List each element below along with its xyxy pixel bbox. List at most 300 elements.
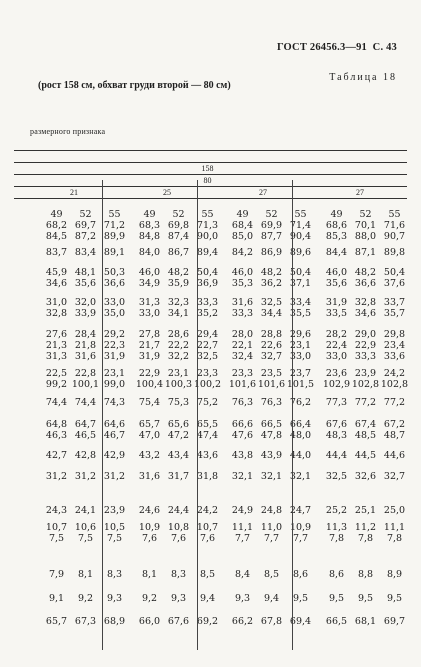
table-cell: 46,0 bbox=[325, 267, 348, 278]
table-cell: 7,8 bbox=[357, 533, 374, 544]
table-cell: 28,6 bbox=[167, 329, 190, 340]
table-cell: 66,5 bbox=[325, 616, 348, 627]
table-row bbox=[20, 450, 406, 462]
table-cell: 23,1 bbox=[289, 340, 312, 351]
table-cell: 99,2 bbox=[45, 379, 68, 390]
table-cell: 32,6 bbox=[354, 471, 377, 482]
table-cell: 23,7 bbox=[289, 368, 312, 379]
table-cell: 35,5 bbox=[289, 308, 312, 319]
table-cell: 76,2 bbox=[289, 397, 312, 408]
table-cell: 102,8 bbox=[351, 379, 380, 390]
table-cell: 75,2 bbox=[196, 397, 219, 408]
table-cell: 55 bbox=[294, 209, 307, 220]
table-cell: 31,6 bbox=[138, 471, 161, 482]
table-row bbox=[20, 569, 403, 581]
table-cell: 23,4 bbox=[383, 340, 406, 351]
table-cell: 44,0 bbox=[289, 450, 312, 461]
table-cell: 23,1 bbox=[103, 368, 126, 379]
table-cell: 69,4 bbox=[289, 616, 312, 627]
table-cell: 48,0 bbox=[289, 430, 312, 441]
table-cell: 35,6 bbox=[74, 278, 97, 289]
table-cell: 65,5 bbox=[196, 419, 219, 430]
table-cell: 69,2 bbox=[196, 616, 219, 627]
rule-3 bbox=[14, 174, 407, 175]
table-cell: 75,4 bbox=[138, 397, 161, 408]
table-cell: 22,3 bbox=[103, 340, 126, 351]
table-cell: 55 bbox=[201, 209, 214, 220]
table-cell: 67,2 bbox=[383, 419, 406, 430]
table-cell: 68,9 bbox=[103, 616, 126, 627]
table-cell: 31,9 bbox=[325, 297, 348, 308]
table-cell: 23,3 bbox=[196, 368, 219, 379]
table-cell: 66,4 bbox=[289, 419, 312, 430]
table-cell: 67,4 bbox=[354, 419, 377, 430]
table-cell: 31,2 bbox=[103, 471, 126, 482]
table-cell: 100,1 bbox=[71, 379, 100, 390]
table-cell: 75,3 bbox=[167, 397, 190, 408]
table-cell: 10,8 bbox=[167, 522, 190, 533]
table-cell: 7,6 bbox=[141, 533, 158, 544]
table-cell: 84,0 bbox=[138, 247, 161, 258]
table-row bbox=[20, 308, 406, 320]
table-cell: 69,8 bbox=[167, 220, 190, 231]
table-cell: 37,1 bbox=[289, 278, 312, 289]
table-cell: 32,5 bbox=[196, 351, 219, 362]
table-cell: 50,4 bbox=[383, 267, 406, 278]
table-cell: 21,8 bbox=[74, 340, 97, 351]
table-cell: 25,1 bbox=[354, 505, 377, 516]
table-cell: 101,6 bbox=[257, 379, 286, 390]
table-cell: 23,6 bbox=[325, 368, 348, 379]
table-cell: 49 bbox=[330, 209, 343, 220]
table-cell: 10,7 bbox=[45, 522, 68, 533]
table-cell: 25,0 bbox=[383, 505, 406, 516]
table-cell: 89,8 bbox=[383, 247, 406, 258]
table-cell: 23,9 bbox=[354, 368, 377, 379]
table-cell: 64,7 bbox=[74, 419, 97, 430]
chest-value: 80 bbox=[203, 176, 212, 185]
table-cell: 71,6 bbox=[383, 220, 406, 231]
table-cell: 24,2 bbox=[196, 505, 219, 516]
table-cell: 7,5 bbox=[48, 533, 65, 544]
table-cell: 44,6 bbox=[383, 450, 406, 461]
table-cell: 11,2 bbox=[354, 522, 377, 533]
table-cell: 87,2 bbox=[74, 231, 97, 242]
table-row bbox=[20, 616, 406, 628]
table-cell: 100,3 bbox=[164, 379, 193, 390]
column-divider bbox=[292, 180, 293, 650]
table-cell: 32,4 bbox=[231, 351, 254, 362]
table-cell: 68,4 bbox=[231, 220, 254, 231]
table-cell: 10,9 bbox=[289, 522, 312, 533]
table-cell: 8,8 bbox=[357, 569, 374, 580]
table-cell: 21,3 bbox=[45, 340, 68, 351]
table-cell: 32,1 bbox=[260, 471, 283, 482]
table-cell: 52 bbox=[79, 209, 92, 220]
table-cell: 33,3 bbox=[354, 351, 377, 362]
table-cell: 9,3 bbox=[234, 593, 251, 604]
table-cell: 33,5 bbox=[325, 308, 348, 319]
table-cell: 34,9 bbox=[138, 278, 161, 289]
table-cell: 31,9 bbox=[138, 351, 161, 362]
table-cell: 27,6 bbox=[45, 329, 68, 340]
table-cell: 9,3 bbox=[106, 593, 123, 604]
table-cell: 7,6 bbox=[199, 533, 216, 544]
table-cell: 42,9 bbox=[103, 450, 126, 461]
table-cell: 33,0 bbox=[103, 297, 126, 308]
group-label: 27 bbox=[259, 188, 267, 197]
table-cell: 44,5 bbox=[354, 450, 377, 461]
table-cell: 69,9 bbox=[260, 220, 283, 231]
table-cell: 7,8 bbox=[328, 533, 345, 544]
table-cell: 65,6 bbox=[167, 419, 190, 430]
table-cell: 49 bbox=[50, 209, 63, 220]
table-cell: 7,7 bbox=[234, 533, 251, 544]
table-cell: 28,0 bbox=[231, 329, 254, 340]
table-cell: 47,4 bbox=[196, 430, 219, 441]
table-cell: 90,0 bbox=[196, 231, 219, 242]
rule-5 bbox=[14, 198, 407, 199]
table-cell: 11,3 bbox=[325, 522, 348, 533]
table-cell: 31,0 bbox=[45, 297, 68, 308]
table-cell: 89,1 bbox=[103, 247, 126, 258]
table-cell: 43,8 bbox=[231, 450, 254, 461]
table-cell: 74,3 bbox=[103, 397, 126, 408]
table-cell: 47,8 bbox=[260, 430, 283, 441]
table-cell: 66,5 bbox=[260, 419, 283, 430]
table-cell: 47,2 bbox=[167, 430, 190, 441]
table-cell: 71,3 bbox=[196, 220, 219, 231]
table-cell: 8,1 bbox=[77, 569, 94, 580]
table-cell: 24,8 bbox=[260, 505, 283, 516]
table-cell: 47,0 bbox=[138, 430, 161, 441]
table-cell: 43,6 bbox=[196, 450, 219, 461]
table-cell: 101,6 bbox=[228, 379, 257, 390]
table-cell: 9,3 bbox=[170, 593, 187, 604]
table-cell: 28,8 bbox=[260, 329, 283, 340]
table-cell: 43,4 bbox=[167, 450, 190, 461]
table-cell: 48,2 bbox=[167, 267, 190, 278]
table-cell: 71,4 bbox=[289, 220, 312, 231]
table-cell: 8,5 bbox=[199, 569, 216, 580]
table-cell: 67,6 bbox=[325, 419, 348, 430]
table-cell: 84,4 bbox=[325, 247, 348, 258]
table-cell: 46,0 bbox=[138, 267, 161, 278]
table-cell: 102,8 bbox=[380, 379, 409, 390]
table-cell: 32,2 bbox=[167, 351, 190, 362]
table-cell: 33,0 bbox=[289, 351, 312, 362]
table-cell: 7,8 bbox=[386, 533, 403, 544]
table-cell: 32,7 bbox=[383, 471, 406, 482]
table-cell: 29,0 bbox=[354, 329, 377, 340]
rule-2 bbox=[14, 162, 407, 163]
table-cell: 8,5 bbox=[263, 569, 280, 580]
table-cell: 66,2 bbox=[231, 616, 254, 627]
table-cell: 46,3 bbox=[45, 430, 68, 441]
group-label: 21 bbox=[70, 188, 78, 197]
rule-4 bbox=[14, 186, 407, 187]
table-cell: 84,2 bbox=[231, 247, 254, 258]
table-cell: 46,0 bbox=[231, 267, 254, 278]
table-cell: 50,4 bbox=[289, 267, 312, 278]
table-cell: 22,2 bbox=[167, 340, 190, 351]
table-cell: 48,3 bbox=[325, 430, 348, 441]
table-cell: 23,5 bbox=[260, 368, 283, 379]
table-cell: 48,5 bbox=[354, 430, 377, 441]
table-cell: 32,5 bbox=[260, 297, 283, 308]
table-cell: 33,3 bbox=[231, 308, 254, 319]
table-row bbox=[20, 505, 406, 517]
table-cell: 35,3 bbox=[231, 278, 254, 289]
table-cell: 33,7 bbox=[383, 297, 406, 308]
table-cell: 8,6 bbox=[292, 569, 309, 580]
table-cell: 42,8 bbox=[74, 450, 97, 461]
table-cell: 48,2 bbox=[260, 267, 283, 278]
table-cell: 36,6 bbox=[103, 278, 126, 289]
table-cell: 76,3 bbox=[260, 397, 283, 408]
standard-title: ГОСТ 26456.3—91 bbox=[276, 42, 367, 53]
table-cell: 11,1 bbox=[383, 522, 406, 533]
table-cell: 55 bbox=[388, 209, 401, 220]
table-cell: 31,6 bbox=[231, 297, 254, 308]
table-cell: 35,2 bbox=[196, 308, 219, 319]
table-cell: 101,5 bbox=[286, 379, 315, 390]
table-cell: 85,0 bbox=[231, 231, 254, 242]
table-cell: 66,0 bbox=[138, 616, 161, 627]
table-cell: 32,7 bbox=[260, 351, 283, 362]
table-cell: 31,2 bbox=[45, 471, 68, 482]
table-cell: 33,3 bbox=[196, 297, 219, 308]
table-row bbox=[20, 593, 403, 605]
table-cell: 65,7 bbox=[138, 419, 161, 430]
table-cell: 90,7 bbox=[383, 231, 406, 242]
table-cell: 33,6 bbox=[383, 351, 406, 362]
table-cell: 7,7 bbox=[292, 533, 309, 544]
table-cell: 31,6 bbox=[74, 351, 97, 362]
table-cell: 8,3 bbox=[106, 569, 123, 580]
table-cell: 67,6 bbox=[167, 616, 190, 627]
table-cell: 32,8 bbox=[45, 308, 68, 319]
table-cell: 22,8 bbox=[74, 368, 97, 379]
table-cell: 65,7 bbox=[45, 616, 68, 627]
table-cell: 77,2 bbox=[354, 397, 377, 408]
table-cell: 29,2 bbox=[103, 329, 126, 340]
group-label: 25 bbox=[163, 188, 171, 197]
table-cell: 9,4 bbox=[199, 593, 216, 604]
table-cell: 10,6 bbox=[74, 522, 97, 533]
table-cell: 32,8 bbox=[354, 297, 377, 308]
table-cell: 43,2 bbox=[138, 450, 161, 461]
table-cell: 24,7 bbox=[289, 505, 312, 516]
feature-label: размерного признака bbox=[30, 127, 106, 136]
table-cell: 34,1 bbox=[167, 308, 190, 319]
table-cell: 85,3 bbox=[325, 231, 348, 242]
table-cell: 24,6 bbox=[138, 505, 161, 516]
table-cell: 36,2 bbox=[260, 278, 283, 289]
table-cell: 24,3 bbox=[45, 505, 68, 516]
table-cell: 50,4 bbox=[196, 267, 219, 278]
table-cell: 48,1 bbox=[74, 267, 97, 278]
table-cell: 9,5 bbox=[386, 593, 403, 604]
height-value: 158 bbox=[201, 164, 214, 173]
table-cell: 49 bbox=[236, 209, 249, 220]
table-cell: 100,4 bbox=[135, 379, 164, 390]
table-cell: 68,3 bbox=[138, 220, 161, 231]
table-cell: 31,7 bbox=[167, 471, 190, 482]
table-cell: 22,7 bbox=[196, 340, 219, 351]
table-cell: 23,9 bbox=[103, 505, 126, 516]
table-cell: 87,1 bbox=[354, 247, 377, 258]
table-cell: 24,1 bbox=[74, 505, 97, 516]
table-cell: 83,7 bbox=[45, 247, 68, 258]
table-cell: 64,8 bbox=[45, 419, 68, 430]
table-cell: 49 bbox=[143, 209, 156, 220]
table-row bbox=[20, 430, 406, 442]
table-cell: 32,5 bbox=[325, 471, 348, 482]
table-cell: 87,4 bbox=[167, 231, 190, 242]
table-cell: 34,6 bbox=[45, 278, 68, 289]
table-cell: 64,6 bbox=[103, 419, 126, 430]
rule-1 bbox=[14, 150, 407, 151]
table-row bbox=[20, 397, 406, 409]
table-cell: 11,1 bbox=[231, 522, 254, 533]
table-cell: 7,7 bbox=[263, 533, 280, 544]
table-cell: 22,6 bbox=[260, 340, 283, 351]
table-cell: 8,1 bbox=[141, 569, 158, 580]
table-cell: 66,6 bbox=[231, 419, 254, 430]
table-cell: 21,7 bbox=[138, 340, 161, 351]
table-cell: 47,6 bbox=[231, 430, 254, 441]
table-cell: 32,3 bbox=[167, 297, 190, 308]
table-cell: 89,4 bbox=[196, 247, 219, 258]
table-cell: 74,4 bbox=[45, 397, 68, 408]
table-cell: 86,9 bbox=[260, 247, 283, 258]
table-cell: 68,2 bbox=[45, 220, 68, 231]
table-cell: 24,4 bbox=[167, 505, 190, 516]
table-label: Таблица 18 bbox=[329, 72, 397, 83]
table-cell: 77,3 bbox=[325, 397, 348, 408]
table-cell: 89,9 bbox=[103, 231, 126, 242]
table-row bbox=[20, 533, 403, 545]
table-cell: 8,6 bbox=[328, 569, 345, 580]
table-cell: 77,2 bbox=[383, 397, 406, 408]
table-cell: 8,9 bbox=[386, 569, 403, 580]
table-cell: 22,5 bbox=[45, 368, 68, 379]
table-cell: 33,4 bbox=[289, 297, 312, 308]
table-cell: 36,6 bbox=[354, 278, 377, 289]
table-cell: 37,6 bbox=[383, 278, 406, 289]
table-cell: 44,4 bbox=[325, 450, 348, 461]
table-cell: 31,8 bbox=[196, 471, 219, 482]
table-row bbox=[20, 247, 406, 259]
table-row bbox=[20, 471, 406, 483]
table-cell: 42,7 bbox=[45, 450, 68, 461]
table-subtitle: (рост 158 см, обхват груди второй — 80 см) bbox=[38, 80, 231, 91]
table-cell: 9,5 bbox=[357, 593, 374, 604]
table-cell: 67,3 bbox=[74, 616, 97, 627]
table-cell: 25,2 bbox=[325, 505, 348, 516]
table-row bbox=[20, 278, 406, 290]
table-cell: 99,0 bbox=[103, 379, 126, 390]
table-cell: 28,2 bbox=[325, 329, 348, 340]
table-row bbox=[20, 231, 406, 243]
table-cell: 27,8 bbox=[138, 329, 161, 340]
table-cell: 24,9 bbox=[231, 505, 254, 516]
table-cell: 87,7 bbox=[260, 231, 283, 242]
table-cell: 52 bbox=[265, 209, 278, 220]
table-cell: 69,7 bbox=[383, 616, 406, 627]
table-cell: 52 bbox=[172, 209, 185, 220]
table-cell: 29,8 bbox=[383, 329, 406, 340]
table-cell: 88,0 bbox=[354, 231, 377, 242]
table-cell: 8,3 bbox=[170, 569, 187, 580]
table-cell: 52 bbox=[359, 209, 372, 220]
table-cell: 9,5 bbox=[328, 593, 345, 604]
table-cell: 7,9 bbox=[48, 569, 65, 580]
table-cell: 89,6 bbox=[289, 247, 312, 258]
page-number: С. 43 bbox=[372, 42, 397, 53]
table-cell: 70,1 bbox=[354, 220, 377, 231]
table-cell: 8,4 bbox=[234, 569, 251, 580]
table-cell: 10,7 bbox=[196, 522, 219, 533]
table-cell: 31,3 bbox=[45, 351, 68, 362]
table-cell: 9,2 bbox=[141, 593, 158, 604]
table-cell: 31,3 bbox=[138, 297, 161, 308]
table-cell: 7,5 bbox=[77, 533, 94, 544]
table-cell: 35,0 bbox=[103, 308, 126, 319]
column-divider bbox=[197, 180, 198, 650]
table-cell: 33,0 bbox=[325, 351, 348, 362]
table-cell: 35,6 bbox=[325, 278, 348, 289]
table-cell: 68,1 bbox=[354, 616, 377, 627]
table-cell: 34,4 bbox=[260, 308, 283, 319]
table-cell: 10,9 bbox=[138, 522, 161, 533]
table-cell: 23,3 bbox=[231, 368, 254, 379]
table-row bbox=[20, 379, 409, 391]
table-cell: 83,4 bbox=[74, 247, 97, 258]
table-cell: 48,2 bbox=[354, 267, 377, 278]
table-cell: 50,3 bbox=[103, 267, 126, 278]
table-cell: 24,2 bbox=[383, 368, 406, 379]
table-cell: 55 bbox=[108, 209, 121, 220]
table-cell: 32,0 bbox=[74, 297, 97, 308]
table-cell: 7,5 bbox=[106, 533, 123, 544]
page-header bbox=[277, 42, 397, 53]
table-cell: 32,1 bbox=[289, 471, 312, 482]
table-cell: 11,0 bbox=[260, 522, 283, 533]
table-cell: 46,7 bbox=[103, 430, 126, 441]
table-row bbox=[20, 351, 406, 363]
table-cell: 71,2 bbox=[103, 220, 126, 231]
table-cell: 9,5 bbox=[292, 593, 309, 604]
table-cell: 48,7 bbox=[383, 430, 406, 441]
table-cell: 28,4 bbox=[74, 329, 97, 340]
table-cell: 90,4 bbox=[289, 231, 312, 242]
table-cell: 86,7 bbox=[167, 247, 190, 258]
table-cell: 32,1 bbox=[231, 471, 254, 482]
table-cell: 76,3 bbox=[231, 397, 254, 408]
table-cell: 69,7 bbox=[74, 220, 97, 231]
table-cell: 9,1 bbox=[48, 593, 65, 604]
table-cell: 74,4 bbox=[74, 397, 97, 408]
table-cell: 22,1 bbox=[231, 340, 254, 351]
table-cell: 102,9 bbox=[322, 379, 351, 390]
group-label: 27 bbox=[356, 188, 364, 197]
table-cell: 35,9 bbox=[167, 278, 190, 289]
column-divider bbox=[102, 180, 103, 650]
table-cell: 29,6 bbox=[289, 329, 312, 340]
table-cell: 84,5 bbox=[45, 231, 68, 242]
